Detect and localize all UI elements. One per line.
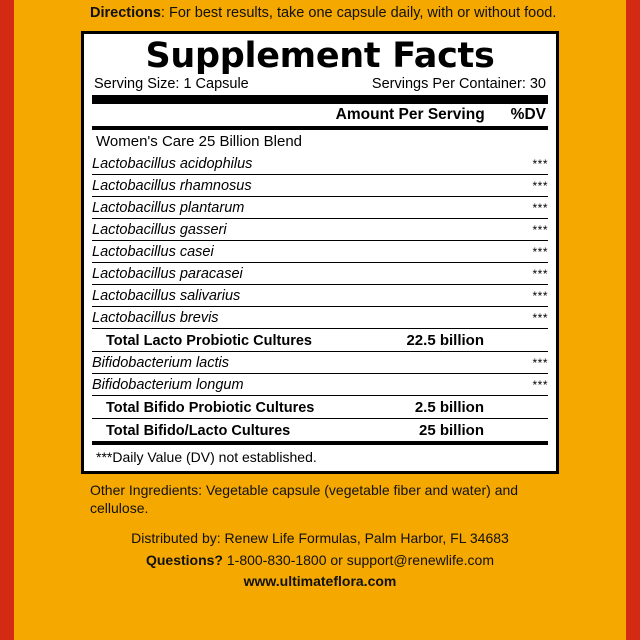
ingredient-dv: *** [514,263,548,285]
ingredient-dv [514,419,548,442]
table-row [92,352,548,374]
distributed-by: Distributed by: Renew Life Formulas, Palm Harbor, FL 34683 [131,529,509,546]
ingredient-amount: 2.5 billion [376,396,514,419]
ingredient-name: Lactobacillus casei [92,241,376,263]
ingredient-amount [376,352,514,374]
ingredient-amount [376,219,514,241]
table-row [92,219,548,241]
ingredient-dv [514,329,548,352]
supplement-facts-title: Supplement Facts [145,35,495,76]
table-row [92,175,548,197]
questions-contact: 1-800-830-1800 or support@renewlife.com [222,551,495,568]
ingredient-dv: *** [514,307,548,329]
label-page [22,0,618,640]
ingredient-name: Bifidobacterium lactis [92,352,376,374]
serving-size: Serving Size: 1 Capsule [94,76,249,93]
website-url: www.ultimateflora.com [243,572,397,589]
ingredient-dv [514,396,548,419]
ingredients-table [92,153,548,441]
ingredient-amount [376,197,514,219]
ingredient-name: Total Bifido Probiotic Cultures [92,396,376,419]
ingredient-name: Lactobacillus rhamnosus [92,175,376,197]
ingredient-amount: 25 billion [376,419,514,442]
table-row [92,374,548,396]
amount-per-serving-header: Amount Per Serving [335,106,485,124]
divider-thick-top [92,95,548,104]
other-ingredients: Other Ingredients: Vegetable capsule (vegetable fiber and water) and cellulose. [90,482,519,517]
serving-info-row [92,76,548,94]
ingredient-name: Lactobacillus gasseri [92,219,376,241]
ingredient-amount [376,175,514,197]
table-row [92,197,548,219]
ingredient-amount [376,241,514,263]
left-red-edge-strip [0,0,14,640]
column-headers-row [92,104,548,126]
ingredient-name: Total Lacto Probiotic Cultures [92,329,376,352]
table-row [92,419,548,442]
table-row [92,307,548,329]
questions-label: Questions? [145,551,223,568]
ingredient-dv: *** [514,175,548,197]
table-row [92,329,548,352]
blend-name: Women's Care 25 Billion Blend [96,133,303,151]
servings-per-container: Servings Per Container: 30 [371,76,546,93]
ingredient-dv: *** [514,374,548,396]
ingredient-amount [376,153,514,175]
ingredient-name: Lactobacillus salivarius [92,285,376,307]
table-row [92,285,548,307]
ingredient-amount: 22.5 billion [376,329,514,352]
daily-value-footnote: ***Daily Value (DV) not established. [96,449,317,466]
directions-block [32,0,608,23]
ingredient-dv: *** [514,219,548,241]
ingredient-dv: *** [514,285,548,307]
ingredient-dv: *** [514,197,548,219]
ingredient-name: Total Bifido/Lacto Cultures [92,419,376,442]
ingredient-amount [376,307,514,329]
supplement-facts-panel [81,31,559,475]
ingredient-dv: *** [514,352,548,374]
questions-line [32,546,608,568]
table-row [92,241,548,263]
ingredient-dv: *** [514,241,548,263]
dv-header: %DV [510,106,546,124]
ingredient-name: Lactobacillus paracasei [92,263,376,285]
directions-text: : For best results, take one capsule daily, with or without food. [160,5,557,21]
ingredient-name: Lactobacillus brevis [92,307,376,329]
right-red-edge-strip [626,0,640,640]
ingredient-name: Lactobacillus acidophilus [92,155,253,172]
ingredient-amount [376,263,514,285]
ingredient-name: Bifidobacterium longum [92,374,376,396]
table-row [92,153,548,175]
ingredient-amount [376,285,514,307]
table-row [92,396,548,419]
directions-label: Directions [90,5,161,21]
ingredient-dv: *** [532,156,548,171]
table-row [92,263,548,285]
ingredient-amount [376,374,514,396]
ingredient-name: Lactobacillus plantarum [92,197,376,219]
